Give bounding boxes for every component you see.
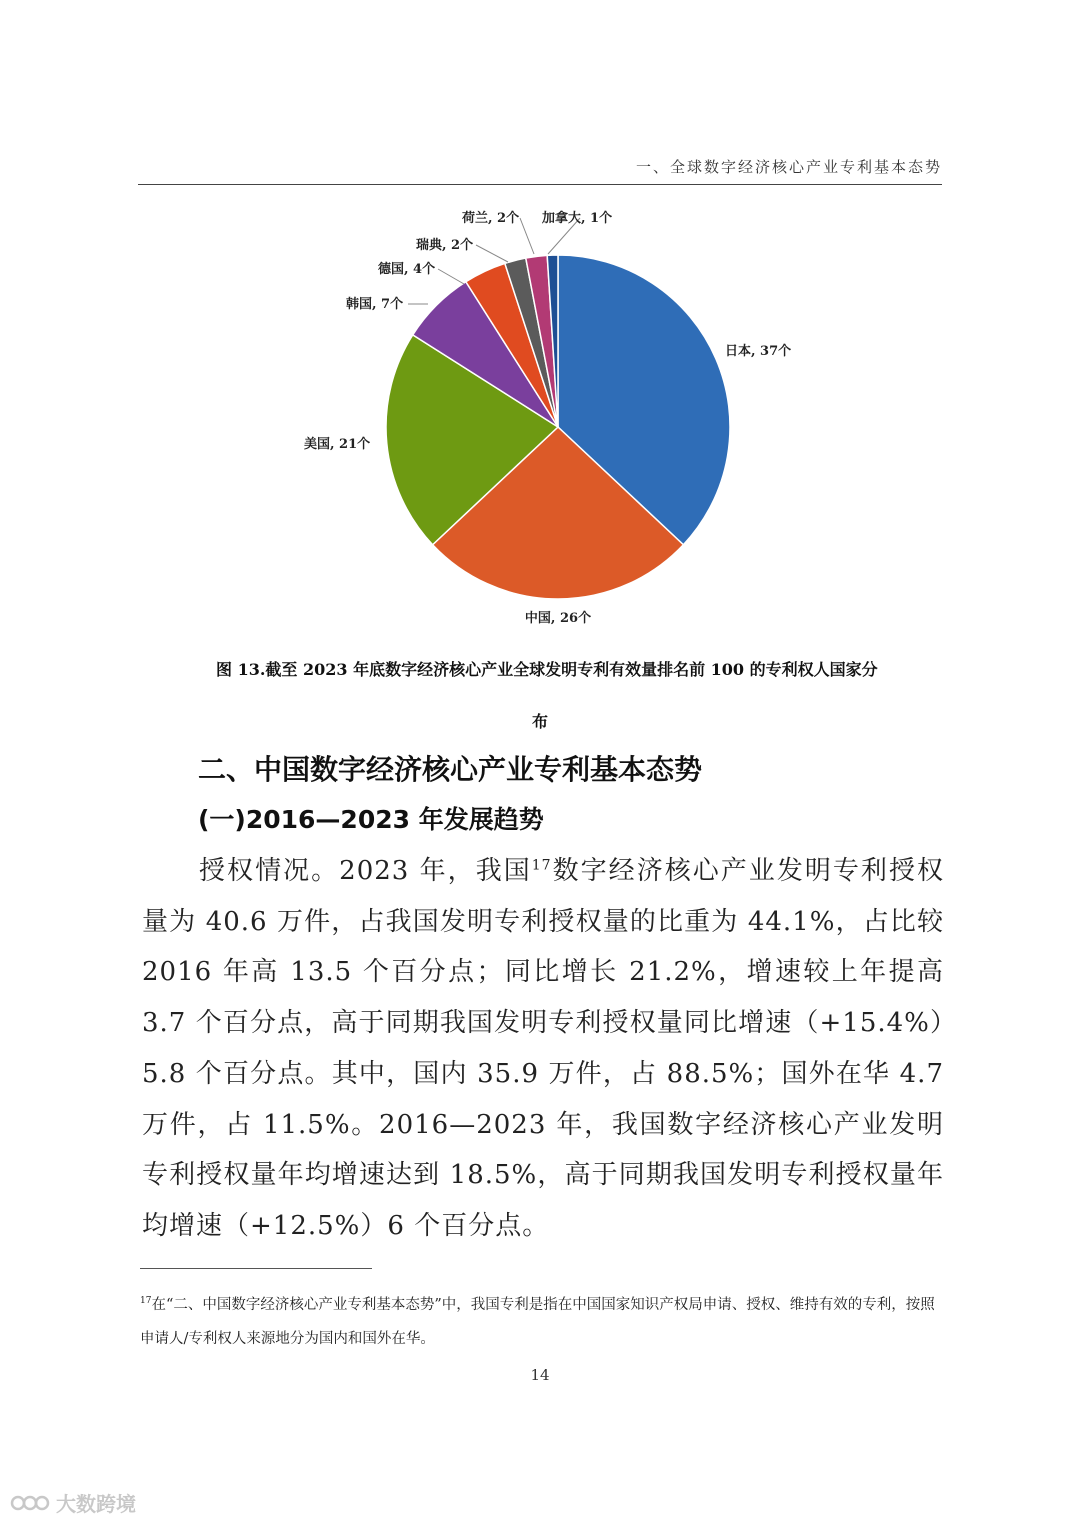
slice-label-加拿大: 加拿大, 1个	[542, 211, 613, 226]
watermark-text: 大数跨境	[56, 1492, 136, 1516]
slice-label-荷兰: 荷兰, 2个	[462, 211, 520, 226]
slice-label-中国: 中国, 26个	[524, 611, 592, 626]
watermark	[10, 1488, 136, 1517]
leader-line-荷兰	[520, 218, 534, 254]
leader-line-德国	[438, 269, 464, 284]
page-number: 14	[530, 1366, 550, 1384]
footnote-reference[interactable]: 17	[531, 857, 552, 874]
footnote	[140, 1284, 942, 1356]
slice-label-德国: 德国, 4个	[378, 262, 436, 277]
section-heading: 二、中国数字经济核心产业专利基本态势	[198, 753, 703, 786]
body-paragraph	[142, 846, 944, 1252]
slice-label-美国: 美国, 21个	[304, 437, 371, 452]
header-rule	[138, 184, 942, 185]
watermark-logo-icon	[10, 1491, 50, 1515]
paragraph-text-1: 2023 年，我国	[339, 856, 532, 886]
footnote-text: 在“二、中国数字经济核心产业专利基本态势”中，我国专利是指在中国国家知识产权局申请、授权、维持有效的专利，按照申请人/专利权人来源地分为国内和国外在华。	[140, 1296, 935, 1347]
leader-line-瑞典	[476, 245, 508, 262]
slice-label-日本: 日本, 37个	[725, 344, 792, 359]
figure-caption-continued: 布	[531, 712, 548, 731]
sub-heading: (一)2016—2023 年发展趋势	[198, 805, 544, 834]
paragraph-lead: 授权情况。	[198, 856, 340, 886]
slice-label-瑞典: 瑞典, 2个	[416, 238, 474, 253]
pie-chart	[280, 200, 840, 640]
running-header: 一、全球数字经济核心产业专利基本态势	[635, 158, 942, 176]
slice-label-韩国: 韩国, 7个	[346, 297, 404, 312]
figure-caption: 图 13.截至 2023 年底数字经济核心产业全球发明专利有效量排名前 100 的专利权人国家分	[216, 660, 878, 679]
paragraph-text-2: 数字经济核心产业发明专利授权量为 40.6 万件，占我国发明专利授权量的比重为 44.1%，占比较 2016 年高 13.5 个百分点；同比增长 21.2%，增速较上年提高 3.7 个百分点，高于同期我国发明专利授权量同比增速（+15.4%）5.8 个百分点。其中，国内 35.9 万件，占 88.5%；国外在华 4.7 万件，占 11.5%。2016—2023 年，我国数字经济核心产业发明专利授权量年均增速达到 18.5%，高于同期我国发明专利授权量年均增速（+12.5%）6 个百分点。	[142, 856, 944, 1241]
footnote-marker: 17	[140, 1296, 152, 1306]
footnote-rule	[140, 1268, 372, 1269]
